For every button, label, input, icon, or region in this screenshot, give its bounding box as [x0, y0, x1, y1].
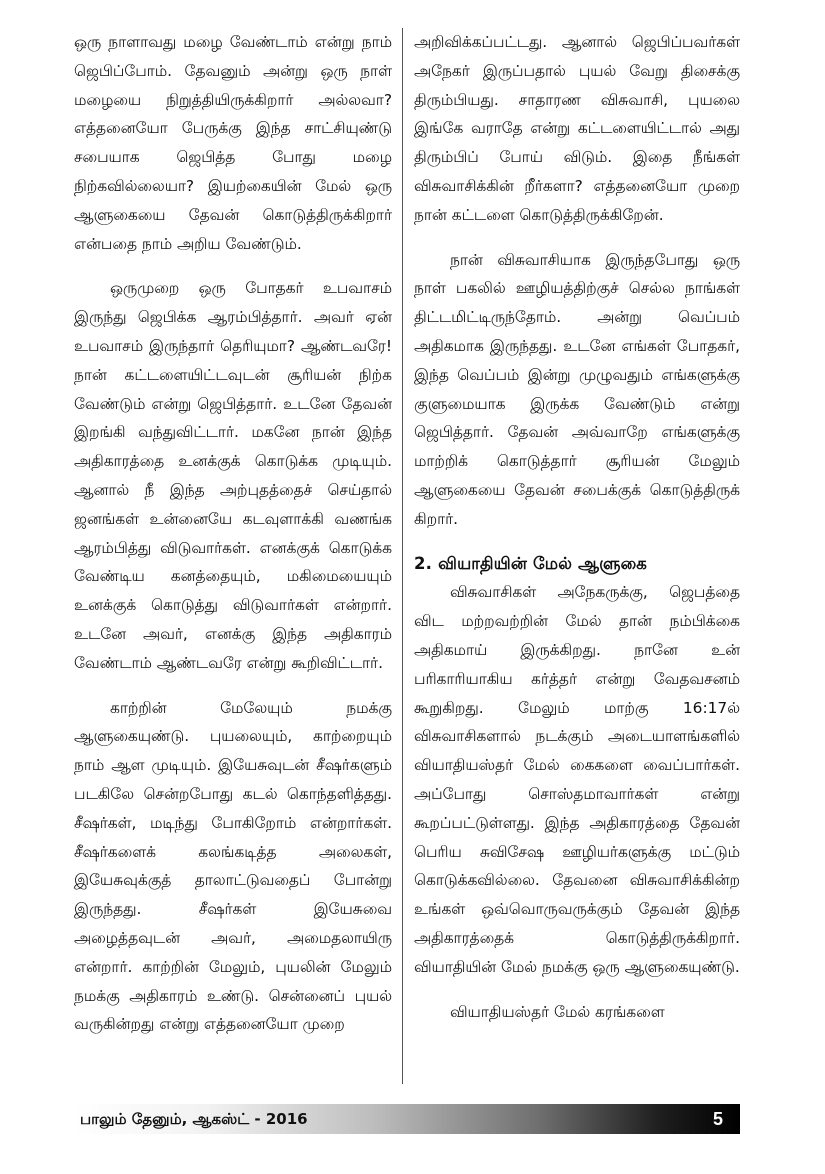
section-heading: 2. வியாதியின் மேல் ஆளுகை	[414, 553, 647, 573]
paragraph: காற்றின் மேலேயும் நமக்கு ஆளுகையுண்டு. புயலையும், காற்றையும் நாம் ஆள முடியும். இயேசுவுடன் சீஷர்களும் படகிலே சென்றபோது கடல் கொந்தளித்தது. சீஷர்கள், மடிந்து போகிறோம் என்றார்கள். சீஷர்களைக் கலங்கடித்த அலைகள், இயேசுவுக்குத் தாலாட்டுவதைப் போன்று இருந்தது. சீஷர்கள் இயேசுவை அழைத்தவுடன் அவர், அமைதலாயிரு என்றார். காற்றின் மேலும், புயலின் மேலும் நமக்கு அதிகாரம் உண்டு. சென்னைப் புயல் வருகின்றது என்று எத்தனையோ முறை	[74, 698, 392, 1034]
page-number: 5	[712, 1109, 723, 1129]
right-column	[414, 28, 740, 1074]
paragraph: அறிவிக்கப்பட்டது. ஆனால் ஜெபிப்பவர்கள் அநேகர் இருப்பதால் புயல் வேறு திசைக்கு திரும்பியது. சாதாரண விசுவாசி, புயலை இங்கே வராதே என்று கட்டளையிட்டால் அது திரும்பிப் போய் விடும். இதை நீங்கள் விசுவாசிக்கின் றீர்களா? எத்தனையோ முறை நான் கட்டளை கொடுத்திருக்கிறேன்.	[414, 33, 740, 224]
left-column	[74, 28, 392, 1074]
paragraph: ஒரு நாளாவது மழை வேண்டாம் என்று நாம் ஜெபிப்போம். தேவனும் அன்று ஒரு நாள் மழையை நிறுத்தியிருக்கிறார் அல்லவா? எத்தனையோ பேருக்கு இந்த சாட்சியுண்டு சபையாக ஜெபித்த போது மழை நிற்கவில்லையா? இயற்கையின் மேல் ஒரு ஆளுகையை தேவன் கொடுத்திருக்கிறார் என்பதை நாம் அறிய வேண்டும்.	[74, 33, 392, 253]
footer-publication: பாலும் தேனும், ஆகஸ்ட் - 2016	[80, 1110, 308, 1128]
paragraph: விசுவாசிகள் அநேகருக்கு, ஜெபத்தை விட மற்றவற்றின் மேல் தான் நம்பிக்கை அதிகமாய் இருக்கிறது. நானே உன் பரிகாரியாகிய கர்த்தர் என்று வேதவசனம் கூறுகிறது. மேலும் மாற்கு 16:17ல் விசுவாசிகளால் நடக்கும் அடையாளங்களில் வியாதியஸ்தர் மேல் கைகளை வைப்பார்கள். அப்போது சொஸ்தமாவார்கள் என்று கூறப்பட்டுள்ளது. இந்த அதிகாரத்தை தேவன் பெரிய சுவிசேஷ ஊழியர்களுக்கு மட்டும் கொடுக்கவில்லை. தேவனை விசுவாசிக்கின்ற உங்கள் ஒவ்வொருவருக்கும் தேவன் இந்த அதிகாரத்தைக் கொடுத்திருக்கிறார். வியாதியின் மேல் நமக்கு ஒரு ஆளுகையுண்டு.	[414, 583, 740, 976]
paragraph: நான் விசுவாசியாக இருந்தபோது ஒரு நாள் பகலில் ஊழியத்திற்குச் செல்ல நாங்கள் திட்டமிட்டிருந்தோம். அன்று வெப்பம் அதிகமாக இருந்தது. உடனே எங்கள் போதகர், இந்த வெப்பம் இன்று முழுவதும் எங்களுக்கு குளுமையாக இருக்க வேண்டும் என்று ஜெபித்தார். தேவன் அவ்வாறே எங்களுக்கு மாற்றிக் கொடுத்தார் சூரியன் மேலும் ஆளுகையை தேவன் சபைக்குக் கொடுத்திருக் கிறார்.	[414, 250, 740, 528]
column-divider	[402, 28, 403, 1084]
paragraph: வியாதியஸ்தர் மேல் கரங்களை	[450, 1002, 665, 1021]
paragraph: ஒருமுறை ஒரு போதகர் உபவாசம் இருந்து ஜெபிக்க ஆரம்பித்தார். அவர் ஏன் உபவாசம் இருந்தார் தெரியுமா? ஆண்டவரே! நான் கட்டளையிட்டவுடன் சூரியன் நிற்க வேண்டும் என்று ஜெபித்தார். உடனே தேவன் இறங்கி வந்துவிட்டார். மகனே நான் இந்த அதிகாரத்தை உனக்குக் கொடுக்க முடியும். ஆனால் நீ இந்த அற்புதத்தைச் செய்தால் ஜனங்கள் உன்னையே கடவுளாக்கி வணங்க ஆரம்பித்து விடுவார்கள். எனக்குக் கொடுக்க வேண்டிய கனத்தையும், மகிமையையும் உனக்குக் கொடுத்து விடுவார்கள் என்றார். உடனே அவர், எனக்கு இந்த அதிகாரம் வேண்டாம் ஆண்டவரே என்று கூறிவிட்டார்.	[74, 279, 392, 672]
